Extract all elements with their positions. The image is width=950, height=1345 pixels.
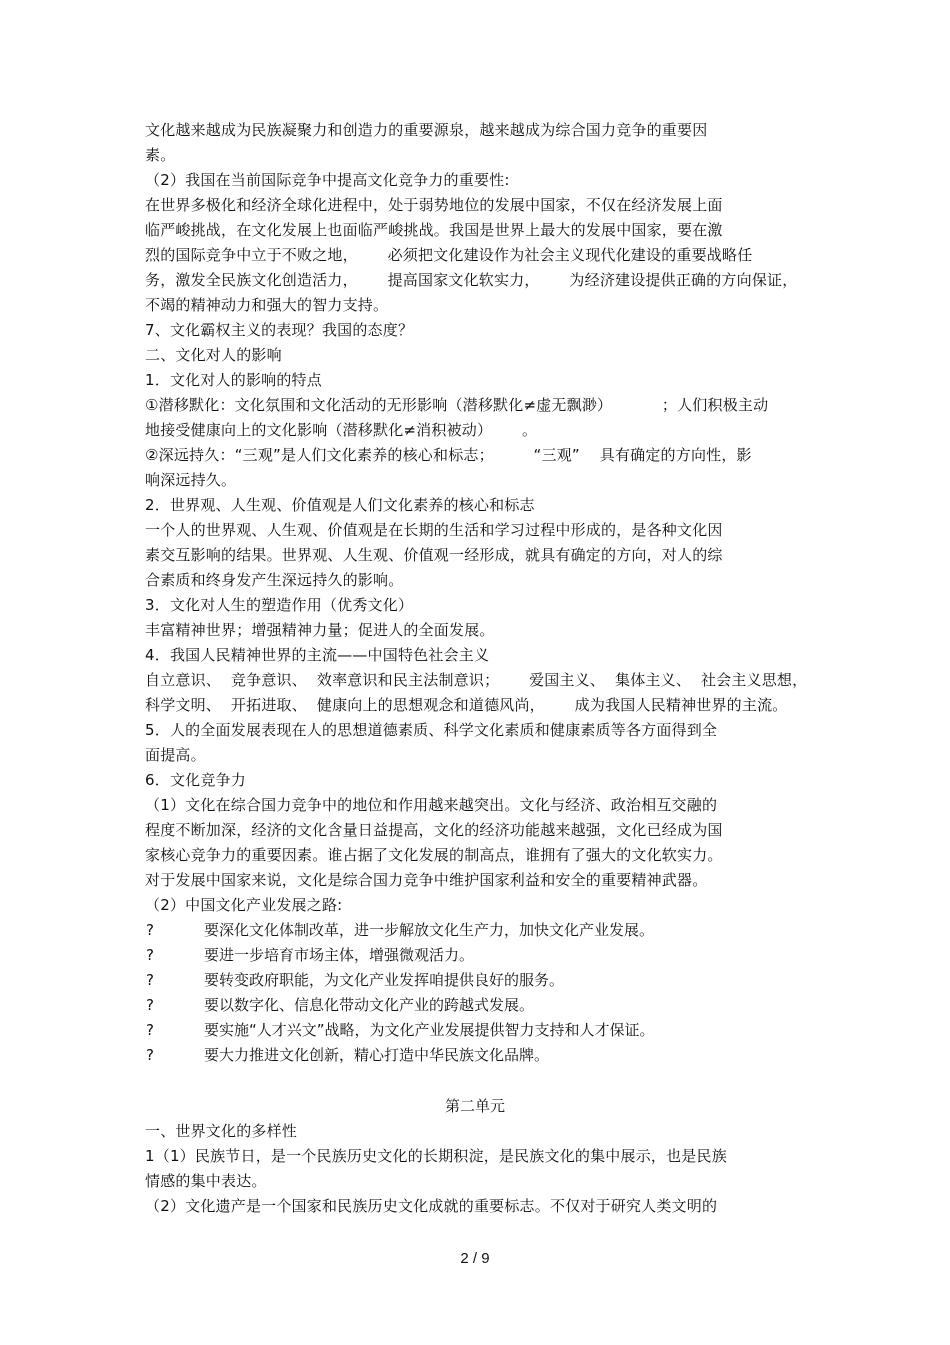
subsection-heading: 2．世界观、人生观、价值观是人们文化素养的核心和标志 xyxy=(145,496,535,514)
bullet-marker: ? xyxy=(146,1021,154,1039)
text-line: ②深远持久：“三观”是人们文化素养的核心和标志； “三观” 具有确定的方向性，影 xyxy=(145,446,752,464)
text-line: 在世界多极化和经济全球化进程中，处于弱势地位的发展中国家，不仅在经济发展上面 xyxy=(145,196,723,214)
text-line: 合素质和终身发产生深远持久的影响。 xyxy=(145,571,404,589)
text-line: ①潜移默化：文化氛围和文化活动的无形影响（潜移默化≠虚无飘渺） ；人们积极主动 xyxy=(145,396,769,414)
text-line: 科学文明、 开拓进取、 健康向上的思想观念和道德风尚， 成为我国人民精神世界的主流。 xyxy=(145,696,788,714)
subsection-heading: 5．人的全面发展表现在人的思想道德素质、科学文化素质和健康素质等各方面得到全 xyxy=(145,721,718,739)
text-line: 丰富精神世界；增强精神力量；促进人的全面发展。 xyxy=(145,621,495,639)
text-line: 面提高。 xyxy=(145,746,206,764)
bullet-marker: ? xyxy=(146,921,154,939)
section-heading: 二、文化对人的影响 xyxy=(145,346,282,364)
bullet-text: 要实施“人才兴文”战略，为文化产业发展提供智力支持和人才保证。 xyxy=(204,1021,655,1039)
text-line: 务，激发全民族文化创造活力， 提高国家文化软实力， 为经济建设提供正确的方向保证， xyxy=(145,271,798,289)
text-line: （1）文化在综合国力竞争中的地位和作用越来越突出。文化与经济、政治相互交融的 xyxy=(145,796,718,814)
text-line: 素交互影响的结果。世界观、人生观、价值观一经形成，就具有确定的方向，对人的综 xyxy=(145,546,723,564)
bullet-marker: ? xyxy=(146,971,154,989)
bullet-text: 要深化文化体制改革，进一步解放文化生产力，加快文化产业发展。 xyxy=(204,921,655,939)
text-line: 不竭的精神动力和强大的智力支持。 xyxy=(145,296,389,314)
text-line: 程度不断加深，经济的文化含量日益提高，文化的经济功能越来越强，文化已经成为国 xyxy=(145,821,723,839)
text-line: 家核心竞争力的重要因素。谁占据了文化发展的制高点，谁拥有了强大的文化软实力。 xyxy=(145,846,723,864)
bullet-marker: ? xyxy=(146,996,154,1014)
subsection-heading: 3．文化对人生的塑造作用（优秀文化） xyxy=(145,596,414,614)
section-heading: 一、世界文化的多样性 xyxy=(145,1122,298,1140)
page-number: 2 / 9 xyxy=(460,1250,490,1267)
bullet-text: 要以数字化、信息化带动文化产业的跨越式发展。 xyxy=(204,996,535,1014)
text-line: （2）文化遗产是一个国家和民族历史文化成就的重要标志。不仅对于研究人类文明的 xyxy=(145,1197,718,1215)
text-line: 文化越来越成为民族凝聚力和创造力的重要源泉，越来越成为综合国力竞争的重要因 xyxy=(145,121,708,139)
text-line: 情感的集中表达。 xyxy=(145,1172,267,1190)
text-line: （2）中国文化产业发展之路: xyxy=(145,896,343,914)
subsection-heading: 6．文化竞争力 xyxy=(145,771,246,789)
bullet-text: 要转变政府职能，为文化产业发挥咱提供良好的服务。 xyxy=(204,971,565,989)
text-line: 烈的国际竞争中立于不败之地， 必须把文化建设作为社会主义现代化建设的重要战略任 xyxy=(145,246,753,264)
text-line: 响深远持久。 xyxy=(145,471,237,489)
text-line: 对于发展中国家来说，文化是综合国力竞争中维护国家利益和安全的重要精神武器。 xyxy=(145,871,708,889)
question-heading: 7、文化霸权主义的表现？我国的态度？ xyxy=(145,321,414,339)
text-line: 1（1）民族节日，是一个民族历史文化的长期积淀，是民族文化的集中展示，也是民族 xyxy=(145,1147,727,1165)
text-line: （2）我国在当前国际竞争中提高文化竞争力的重要性: xyxy=(145,171,510,189)
text-line: 地接受健康向上的文化影响（潜移默化≠消积被动） 。 xyxy=(145,421,538,439)
subsection-heading: 4．我国人民精神世界的主流——中国特色社会主义 xyxy=(145,646,490,664)
bullet-text: 要进一步培育市场主体，增强微观活力。 xyxy=(204,946,475,964)
text-line: 自立意识、 竞争意识、 效率意识和民主法制意识； 爱国主义、 集体主义、 社会主义思想， xyxy=(145,671,808,689)
text-line: 一个人的世界观、人生观、价值观是在长期的生活和学习过程中形成的，是各种文化因 xyxy=(145,521,723,539)
bullet-marker: ? xyxy=(146,946,154,964)
unit-heading: 第二单元 xyxy=(444,1097,505,1115)
bullet-text: 要大力推进文化创新，精心打造中华民族文化品牌。 xyxy=(204,1046,550,1064)
subsection-heading: 1．文化对人的影响的特点 xyxy=(145,371,322,389)
text-line: 临严峻挑战，在文化发展上也面临严峻挑战。我国是世界上最大的发展中国家，要在激 xyxy=(145,221,723,239)
bullet-marker: ? xyxy=(146,1046,154,1064)
text-line: 素。 xyxy=(145,146,176,164)
